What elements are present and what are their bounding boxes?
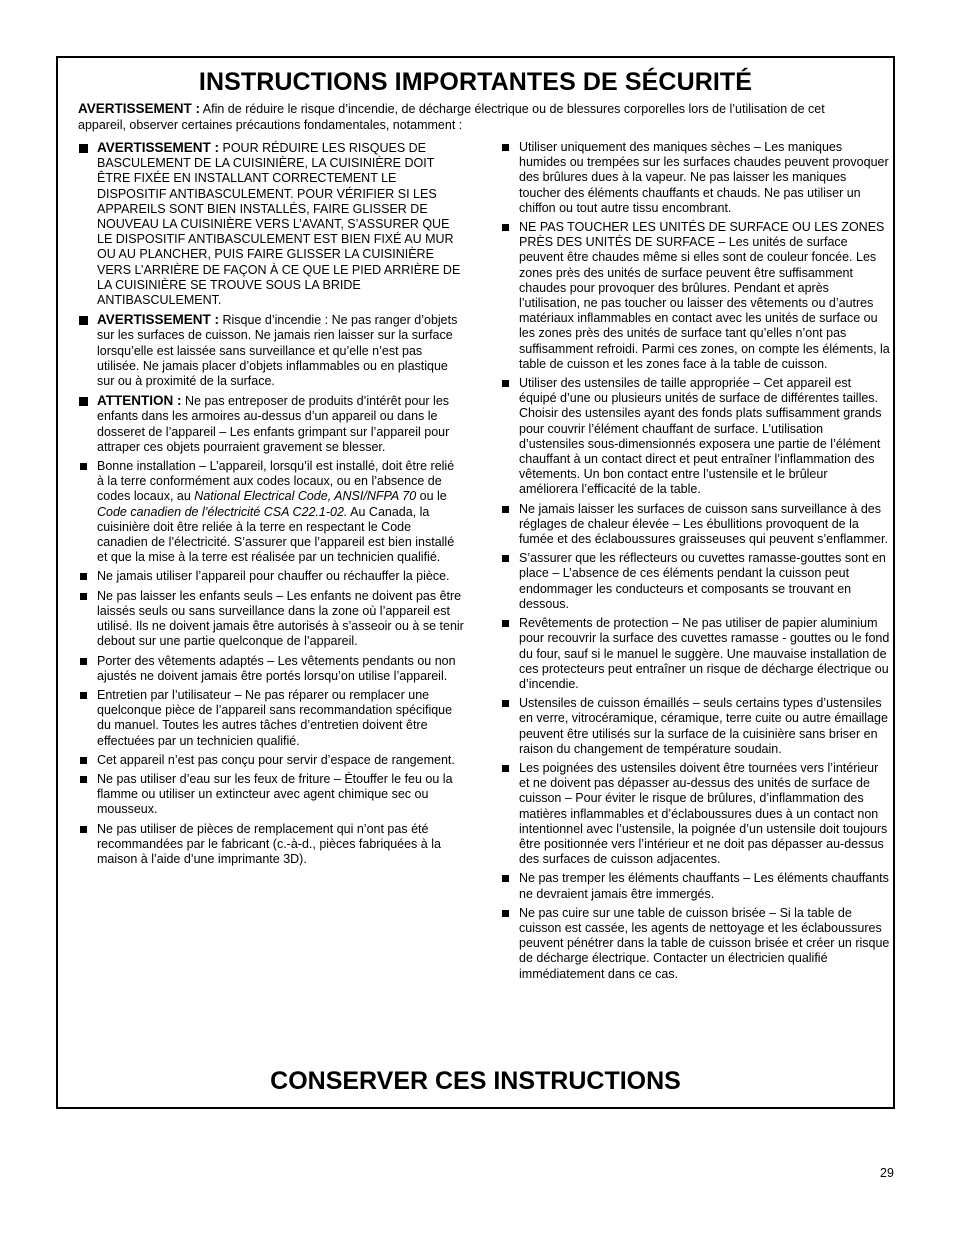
- list-item: [78, 688, 464, 749]
- item-text: NE PAS TOUCHER LES UNITÉS DE SURFACE OU LES ZONES PRÈS DES UNITÉS DE SURFACE – Les unités de surface peuvent être chaudes même si elles sont de couleur foncée. Les zones près des unités de surface peuvent être suffisamment chaudes pour provoquer des brûlures. Pendant et après l’utilisation, ne pas toucher ou laisser des vêtements ou d’autres matériaux inflammables en contact avec les unités de surface ou les zones près des unités de surface tant qu’elles n’ont pas suffisamment refroidi. Parmi ces zones, on compte les éléments, la table de cuisson et les zones face à la table de cuisson.: [519, 220, 890, 371]
- item-text: ou le: [416, 489, 447, 504]
- item-text: Ne pas utiliser de pièces de remplacement qui n’ont pas été recommandées par le fabricant (c.-à-d., pièces fabriquées à la maison à l’aide d’une imprimante 3D).: [97, 821, 441, 866]
- item-text: Les poignées des ustensiles doivent être tournées vers l’intérieur et ne doivent pas dépasser au-dessus des unités de surface de cuisson – Pour éviter le risque de brûlures, d’inflammation des matières inflammables et d’éclaboussures dues à un contact non intentionnel avec l’ustensile, la poignée d’un ustensile doit toujours être positionnée vers l’intérieur et ne doit pas dépasser au-dessus des surfaces de cuisson adjacentes.: [519, 760, 888, 867]
- item-text: Entretien par l’utilisateur – Ne pas réparer ou remplacer une quelconque pièce de l’appareil sans recommandation spécifique du manuel. Toutes les autres tâches d’entretien doivent être effectuées par un technicien qualifié.: [97, 687, 453, 748]
- page-number: 29: [880, 1166, 894, 1180]
- item-text: Ne pas laisser les enfants seuls – Les enfants ne doivent pas être laissés seuls ou sans surveillance dans la zone où l’appareil est utilisé. Ils ne doivent jamais être autorisés à s’asseoir ou à se tenir debout sur une partie quelconque de l’appareil.: [97, 588, 464, 649]
- list-item: [500, 140, 890, 216]
- page-title: INSTRUCTIONS IMPORTANTES DE SÉCURITÉ: [198, 68, 753, 96]
- list-item: [500, 696, 890, 757]
- list-item: [78, 654, 464, 684]
- item-text: Ne pas tremper les éléments chauffants – Les éléments chauffants ne devraient jamais être immergés.: [519, 871, 889, 901]
- safety-instructions-box: [56, 56, 895, 1109]
- item-text: POUR RÉDUIRE LES RISQUES DE BASCULEMENT DE LA CUISINIÈRE, LA CUISINIÈRE DOIT ÊTRE FIXÉE EN INSTALLANT CORRECTEMENT LE DISPOSITIF ANTIBASCULEMENT. POUR VÉRIFIER SI LES APPAREILS SONT BIEN INSTALLÉS, FAIRE GLISSER DE NOUVEAU LA CUISINIÈRE VERS L’AVANT, S’ASSURER QUE LE DISPOSITIF ANTIBASCULEMENT EST BIEN FIXÉ AU MUR OU AU PLANCHER, PUIS FAIRE GLISSER LA CUISINIÈRE VERS L’ARRIÈRE DE FAÇON À CE QUE LE PIED ARRIÈRE DE LA CUISINIÈRE SE TROUVE SOUS LA BRIDE ANTIBASCULEMENT.: [97, 141, 461, 308]
- square-bullet-icon: [80, 573, 87, 580]
- square-bullet-icon: [79, 397, 88, 406]
- item-text: Ne jamais utiliser l’appareil pour chauffer ou réchauffer la pièce.: [97, 569, 450, 584]
- item-text: Risque d’incendie : Ne pas ranger d’objets sur les surfaces de cuisson. Ne jamais rien laisser sur la surface lorsqu’elle est laissée sans surveillance et qu’elle n’est pas utilisée. Ne jamais placer d’objets inflammables ou en plastique sur ou à proximité de la surface.: [97, 313, 458, 389]
- list-item: [500, 376, 890, 498]
- item-italic-reference: Code canadien de l’électricité CSA C22.1-02.: [97, 504, 348, 519]
- list-item: [78, 589, 464, 650]
- intro-lead: AVERTISSEMENT :: [78, 101, 201, 116]
- item-text: Ne pas utiliser d’eau sur les feux de friture – Étouffer le feu ou la flamme ou utiliser un extincteur avec agent chimique sec ou mousseux.: [97, 771, 453, 817]
- item-text: Ne pas cuire sur une table de cuisson brisée – Si la table de cuisson est cassée, les agents de nettoyage et les éclaboussures peuvent pénétrer dans la table de cuisson brisée et créer un risque de décharge électrique. Contacter un électricien qualifié immédiatement dans ce cas.: [519, 905, 890, 981]
- list-item: [500, 551, 890, 612]
- list-item: [500, 220, 890, 372]
- square-bullet-icon: [80, 692, 87, 699]
- list-item: [500, 502, 890, 548]
- list-item: [78, 569, 464, 584]
- item-italic-reference: National Electrical Code, ANSI/NFPA 70: [194, 489, 417, 504]
- square-bullet-icon: [502, 506, 509, 513]
- list-item: [78, 772, 464, 818]
- square-bullet-icon: [80, 776, 87, 783]
- item-text: Porter des vêtements adaptés – Les vêtements pendants ou non ajustés ne doivent jamais être portés lorsqu’on utilise l’appareil.: [97, 653, 456, 683]
- item-text: Utiliser uniquement des maniques sèches – Les maniques humides ou trempées sur les surfaces chaudes peuvent provoquer des brûlures dues à la vapeur. Ne pas laisser les maniques toucher des éléments chauffants et chauds. Ne pas utiliser un chiffon ou tout autre tissu encombrant.: [519, 140, 889, 215]
- square-bullet-icon: [502, 620, 509, 627]
- item-text: Ne jamais laisser les surfaces de cuisson sans surveillance à des réglages de chaleur élevée – Les ébullitions provoquent de la fumée et des éclaboussures graisseuses qui peuvent s’enflammer.: [519, 501, 888, 547]
- list-item: [78, 393, 464, 455]
- item-text: S’assurer que les réflecteurs ou cuvettes ramasse-gouttes sont en place – L’absence de ces éléments pendant la cuisson peut endommager les conducteurs et composants se trouvant en dessous.: [519, 551, 886, 611]
- square-bullet-icon: [80, 826, 87, 833]
- right-column-list: [500, 140, 890, 986]
- item-lead: AVERTISSEMENT :: [97, 312, 220, 328]
- square-bullet-icon: [502, 380, 509, 387]
- item-text: Ne pas entreposer de produits d’intérêt pour les enfants dans les armoires au-dessus d’un appareil ou dans le dosseret de l’appareil – Les enfants grimpant sur l’appareil pour attraper ces objets pourraient gravement se blesser.: [97, 394, 450, 454]
- item-lead: ATTENTION :: [97, 393, 182, 409]
- square-bullet-icon: [502, 555, 509, 562]
- item-text: Ustensiles de cuisson émaillés – seuls certains types d’ustensiles en verre, vitrocéramique, céramique, terre cuite ou autre émaillage peuvent être utilisés sur la surface de la cuisinière sans briser en raison du changement de température soudain.: [519, 696, 888, 756]
- square-bullet-icon: [502, 910, 509, 917]
- square-bullet-icon: [80, 658, 87, 665]
- square-bullet-icon: [502, 765, 509, 772]
- square-bullet-icon: [502, 875, 509, 882]
- list-item: [500, 761, 890, 867]
- square-bullet-icon: [502, 144, 509, 151]
- list-item: [500, 906, 890, 982]
- square-bullet-icon: [80, 757, 87, 764]
- list-item: [78, 753, 464, 768]
- list-item: [78, 140, 464, 308]
- list-item: [500, 871, 890, 901]
- item-text: Revêtements de protection – Ne pas utiliser de papier aluminium pour recouvrir la surface des cuvettes ramasse - gouttes ou le fond du four, sauf si le manuel le suggère. Une mauvaise installation de ces protecteurs peut entraîner un risque de décharge électrique ou d’incendie.: [519, 616, 890, 691]
- intro-text: Afin de réduire le risque d’incendie, de décharge électrique ou de blessures corporelles lors de l’utilisation de cet appareil, observer certaines précautions fondamentales, notamment :: [78, 102, 825, 132]
- left-column-list: [78, 140, 464, 871]
- footer-heading: CONSERVER CES INSTRUCTIONS: [270, 1067, 681, 1095]
- square-bullet-icon: [79, 144, 88, 153]
- intro-paragraph: [78, 101, 869, 133]
- item-text: Bonne installation – L’appareil, lorsqu’il est installé, doit être relié à la terre conformément aux codes locaux, ou en l’absence de codes locaux, au: [97, 459, 455, 504]
- square-bullet-icon: [502, 700, 509, 707]
- square-bullet-icon: [80, 593, 87, 600]
- square-bullet-icon: [502, 224, 509, 231]
- square-bullet-icon: [79, 316, 88, 325]
- list-item: [78, 822, 464, 868]
- item-text: Utiliser des ustensiles de taille appropriée – Cet appareil est équipé d’une ou plusieurs unités de surface de différentes tailles. Choisir des ustensiles ayant des fonds plats suffisamment grands pour couvrir l’élément chauffant de surface. L’utilisation d’ustensiles sous-dimensionnés exposera une partie de l’élément chauffant à un contact direct et peut entraîner l’inflammation des vêtements. Un bon contact entre l’ustensile et le brûleur améliorera l’efficacité de la table.: [519, 376, 882, 497]
- item-text: Au Canada, la cuisinière doit être reliée à la terre en respectant le Code canadien de l’électricité. S’assurer que l’appareil est bien installé et que la mise à la terre est réalisée par un technicien qualifié.: [97, 504, 455, 565]
- item-lead: AVERTISSEMENT :: [97, 140, 220, 155]
- item-text: Cet appareil n’est pas conçu pour servir d’espace de rangement.: [97, 752, 455, 767]
- list-item: [78, 459, 464, 565]
- square-bullet-icon: [80, 463, 87, 470]
- list-item: [500, 616, 890, 692]
- list-item: [78, 312, 464, 389]
